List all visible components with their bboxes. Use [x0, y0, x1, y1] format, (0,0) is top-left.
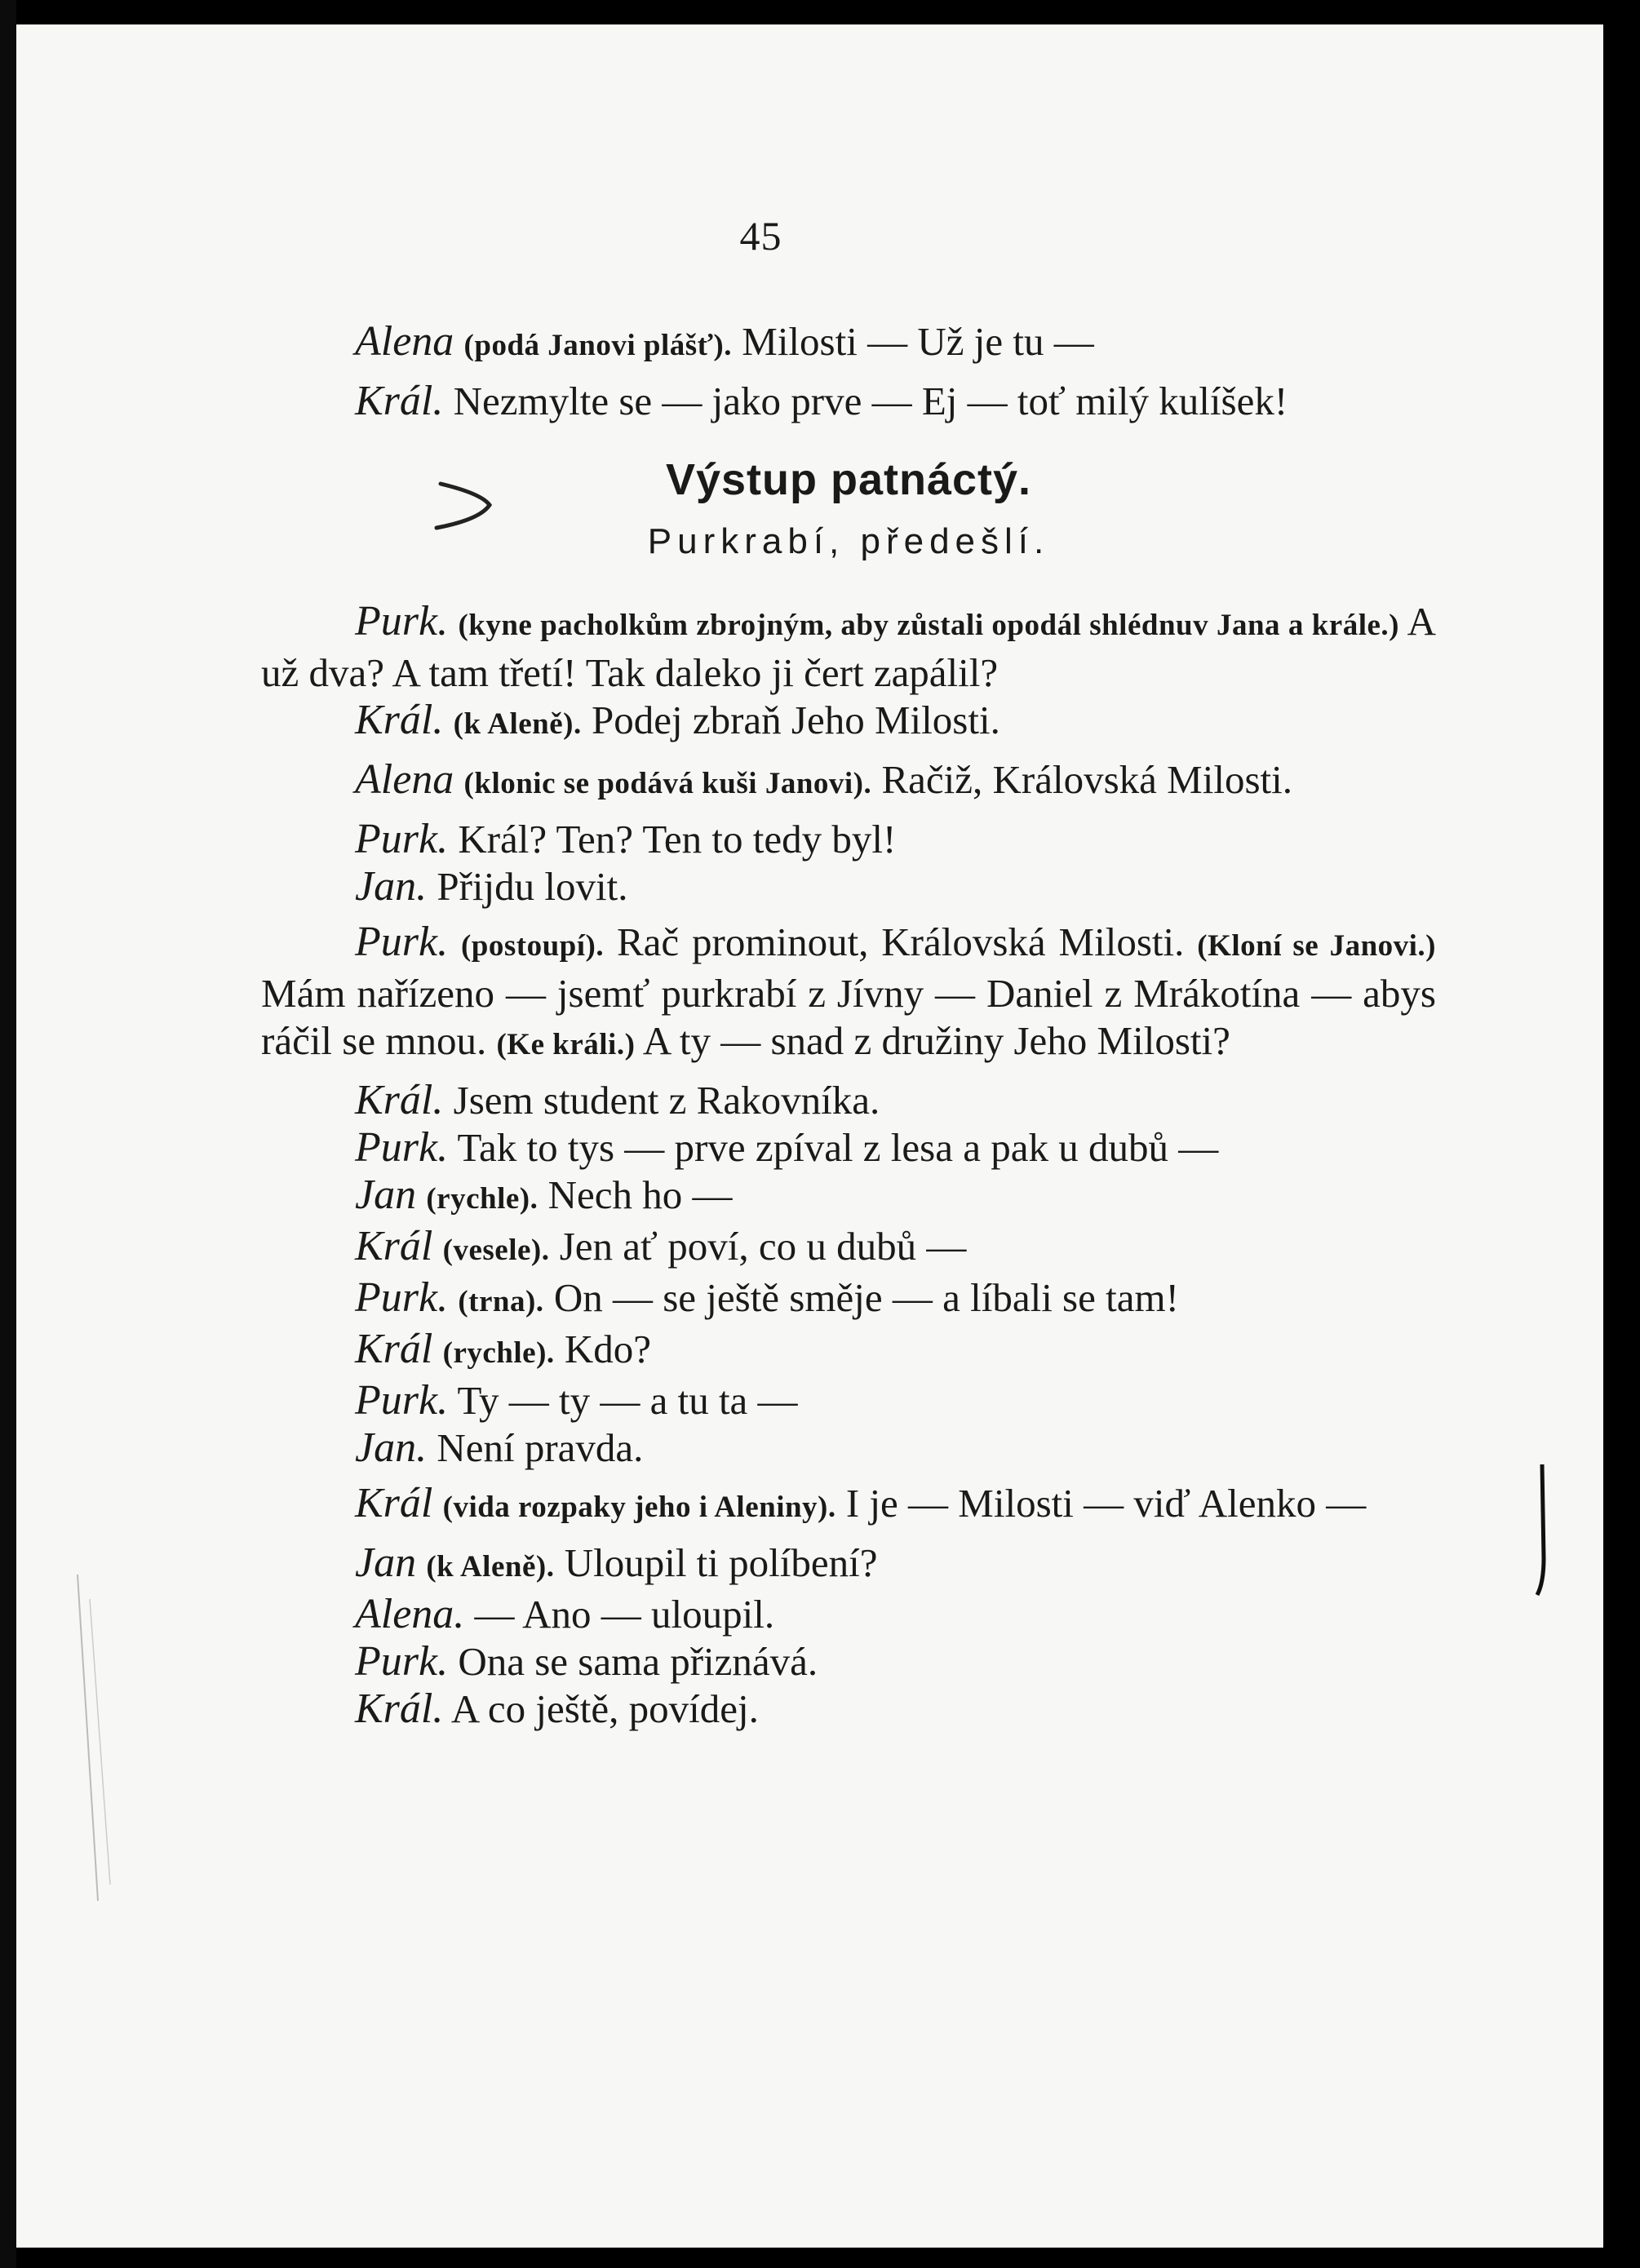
margin-bracket-icon	[1534, 1460, 1550, 1599]
speech-line-2: Král. Nezmylte se — jako prve — Ej — toť milý kulíšek!	[355, 378, 1288, 424]
speech-line-8: Purk. (postoupí). Rač prominout, Královská Milosti. (Kloní se Janovi.) Mám nařízeno — jsemť purkrabí z Jívny — Daniel z Mrákotína — abys ráčil se mnou. (Ke králi.) A ty — snad z družiny Jeho Milosti?	[261, 919, 1437, 1063]
speech-line-1: Alena (podá Janovi plášť). Milosti — Už je tu —	[355, 318, 1094, 365]
speech-line-21: Král. A co ještě, povídej.	[355, 1685, 759, 1732]
speech-line-19: Alena. — Ano — uloupil.	[355, 1591, 775, 1637]
speech-line-5: Alena (klonic se podává kuši Janovi). Račiž, Královská Milosti.	[355, 756, 1293, 803]
speech-line-16: Jan. Není pravda.	[355, 1424, 644, 1471]
speech-line-11: Jan (rychle). Nech ho —	[355, 1172, 733, 1218]
speech-line-18: Jan (k Aleně). Uloupil ti políbení?	[355, 1539, 878, 1586]
speech-line-6: Purk. Král? Ten? Ten to tedy byl!	[355, 816, 897, 862]
speech-line-4: Král. (k Aleně). Podej zbraň Jeho Milosti.	[355, 697, 1000, 743]
speech-line-13: Purk. (trna). On — se ještě směje — a líbali se tam!	[355, 1274, 1179, 1321]
scene-heading: Výstup patnáctý.	[665, 455, 1032, 504]
scan-edge	[0, 0, 16, 2268]
paper-scratch-icon	[73, 1575, 114, 1901]
speech-line-12: Král (vesele). Jen ať poví, co u dubů —	[355, 1223, 967, 1269]
page-number: 45	[739, 213, 782, 259]
book-page	[16, 24, 1603, 2248]
speech-line-3: Purk. (kyne pacholkům zbrojným, aby zůstali opodál shlédnuv Jana a krále.) A už dva? A tam třetí! Tak daleko ji čert zapálil?	[261, 598, 1437, 695]
speech-line-10: Purk. Tak to tys — prve zpíval z lesa a pak u dubů —	[355, 1124, 1219, 1171]
speech-line-17: Král (vida rozpaky jeho i Aleniny). I je — Milosti — viď Alenko —	[355, 1480, 1367, 1526]
speech-line-14: Král (rychle). Kdo?	[355, 1326, 652, 1372]
speech-line-20: Purk. Ona se sama přiznává.	[355, 1638, 818, 1685]
speech-line-7: Jan. Přijdu lovit.	[355, 863, 628, 910]
scene-characters: Purkrabí, předešlí.	[647, 521, 1050, 561]
speech-line-9: Král. Jsem student z Rakovníka.	[355, 1077, 880, 1123]
dialogue-text	[261, 318, 1436, 1733]
speech-line-15: Purk. Ty — ty — a tu ta —	[355, 1377, 798, 1424]
